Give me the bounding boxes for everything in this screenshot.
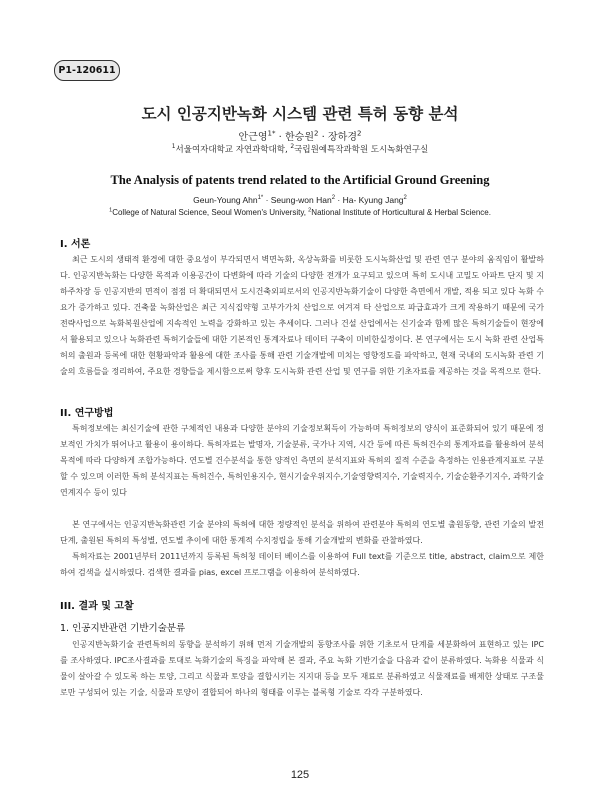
author-affiliation-mark: 2	[331, 195, 336, 202]
affiliations-english	[0, 208, 600, 217]
author-affiliation-mark: 1*	[267, 129, 276, 138]
author-affiliation-mark: 1*	[257, 195, 264, 202]
section-heading-introduction: I. 서론	[60, 239, 91, 250]
subsection-heading: 1. 인공지반관련 기반기술분류	[60, 623, 186, 634]
title-english: The Analysis of patents trend related to the Artificial Ground Greening	[110, 173, 490, 187]
author-affiliation-mark: 2	[357, 129, 362, 138]
affiliation-number: 1	[171, 143, 176, 151]
paragraph-methods-1: 특허정보에는 최신기술에 관한 구체적인 내용과 다양한 분야의 기술정보획득이 가능하며 특허정보의 양식이 표준화되어 있기 때문에 정보적인 가치가 뛰어나고 활용이 용이하다. 특허자료는 발명자, 기술분류, 국가나 지역, 시간 등에 따른 특허건수의 통계자료를 활용하여 분석목적에 따라 다양하게 조합가능하다. 연도별 건수분석을 통한 양적인 측면의 분석지표와 특허의 질적 수준을 측정하는 인용관계지표로 구분할 수 있으며 이러한 특허 분석지표는 특허건수, 특허인용지수, 현시기술우위지수,기술영향력지수, 기술력지수, 기술순환주기지수, 과학기술연계지수 등이 있다	[60, 424, 544, 497]
affiliation-text: College of Natural Science, Seoul Women's University,	[112, 208, 309, 217]
affiliation-text: 서울여자대학교 자연과학대학,	[175, 145, 291, 155]
affiliation-text: 국립원예특작과학원 도시녹화연구실	[294, 145, 429, 155]
author-separator: ·	[275, 132, 286, 143]
affiliation-number: 2	[308, 207, 312, 214]
authors-korean	[0, 128, 600, 143]
author-affiliation-mark: 2	[314, 129, 319, 138]
paragraph-methods-3: 특허자료는 2001년부터 2011년까지 등록된 특허청 데이터 베이스를 이용하여 Full text를 기준으로 title, abstract, claim으로 제한하여 검색을 실시하였다. 검색한 결과를 pias, excel 프로그램을 이용하여 분석하였다.	[60, 552, 544, 577]
authors-english	[0, 195, 600, 205]
affiliation-text: National Institute of Horticultural & Herbal Science.	[311, 208, 491, 217]
affiliations-korean	[0, 143, 600, 155]
affiliation-number: 2	[290, 143, 295, 151]
author-name: 장하경	[328, 132, 357, 143]
paragraph-introduction: 최근 도시의 생태적 환경에 대한 중요성이 부각되면서 벽면녹화, 옥상녹화를 비롯한 도시녹화산업 및 관련 연구 분야의 움직임이 활발하다. 인공지반녹화는 다양한 목적과 이용공간이 다변화에 따라 기술의 다양한 전개가 요구되고 있으며 특히 도시내 고밀도 아파트 단지 및 지하주차장 등 인공지반의 면적이 점점 더 확대되면서 도시건축외피로서의 인공지반녹화기술이 다양한 측면에서 개발, 적용 되고 있다 녹화 수요가 증가하고 있다. 건축물 녹화산업은 최근 지식집약형 고부가가치 산업으로 여겨져 타 산업으로 파급효과가 크게 작용하기 때문에 국가 전략사업으로 녹화복원산업에 지속적인 노력을 강화하고 있는 추세이다. 그러나 건설 산업에서는 신기술과 함께 많은 특허기술들이 현장에서 활용되고 있으나 녹화관련 특허기술들에 대한 기본적인 통계자료나 데이터 구축이 미비한실정이다. 본 연구에서는 도시 녹화 관련 산업특허의 출원과 등록에 대한 현황파악과 활용에 대한 조사를 통해 관련 기술개발에 미치는 영향정도를 파악하고, 현재 국내의 도시녹화 관련 기술의 흐름들을 정리하여, 주요한 경향들을 제시함으로써 향후 도시녹화 관련 산업 및 연구를 위한 기초자료를 제공하는 것을 목적으로 한다.	[60, 255, 544, 376]
author-name: · Ha- Kyung Jang	[335, 195, 404, 205]
affiliation-number: 1	[109, 207, 113, 214]
paper-id-badge: P1-120611	[54, 60, 120, 81]
section-heading-results: III. 결과 및 고찰	[60, 601, 134, 612]
paragraph-results-1: 인공지반녹화기술 관련특허의 동향을 분석하기 위해 먼저 기술개발의 동향조사를 위한 기초로서 단계를 세분화하여 표현하고 있는 IPC를 조사하였다. IPC조사결과를 토대로 녹화기술의 특징을 파악해 본 결과, 주요 녹화 기반기술을 다음과 같이 분류하였다. 녹화용 식물과 식물이 살아갈 수 있도록 하는 토양, 그리고 식물과 토양을 결합시키는 지지대 등을 모두 재료로 분류하였고 식물재료를 배제한 상태로 구조물로만 구성되어 있는 기술, 식물과 토양이 결합되어 하나의 형태를 이루는 블록형 기술로 각각 구분하였다.	[60, 640, 544, 697]
author-name: 안근영	[238, 132, 268, 143]
page-number: 125	[290, 769, 310, 781]
author-name: Geun-Young Ahn	[193, 195, 258, 205]
author-name: · Seung-won Han	[263, 195, 332, 205]
author-separator: ·	[318, 132, 329, 143]
author-name: 한승원	[285, 132, 314, 143]
paragraph-methods-2: 본 연구에서는 인공지반녹화관련 기술 분야의 특허에 대한 정량적인 분석을 위하여 관련분야 특허의 연도별 출원동향, 관련 기술의 발전단계, 출원된 특허의 특성별, 연도별 추이에 대한 통계적 수치정립을 통해 기술개발의 변화를 관찰하였다.	[60, 520, 544, 545]
section-heading-methods: II. 연구방법	[60, 408, 114, 419]
title-korean: 도시 인공지반녹화 시스템 관련 특허 동향 분석	[141, 105, 459, 123]
author-affiliation-mark: 2	[403, 195, 407, 202]
